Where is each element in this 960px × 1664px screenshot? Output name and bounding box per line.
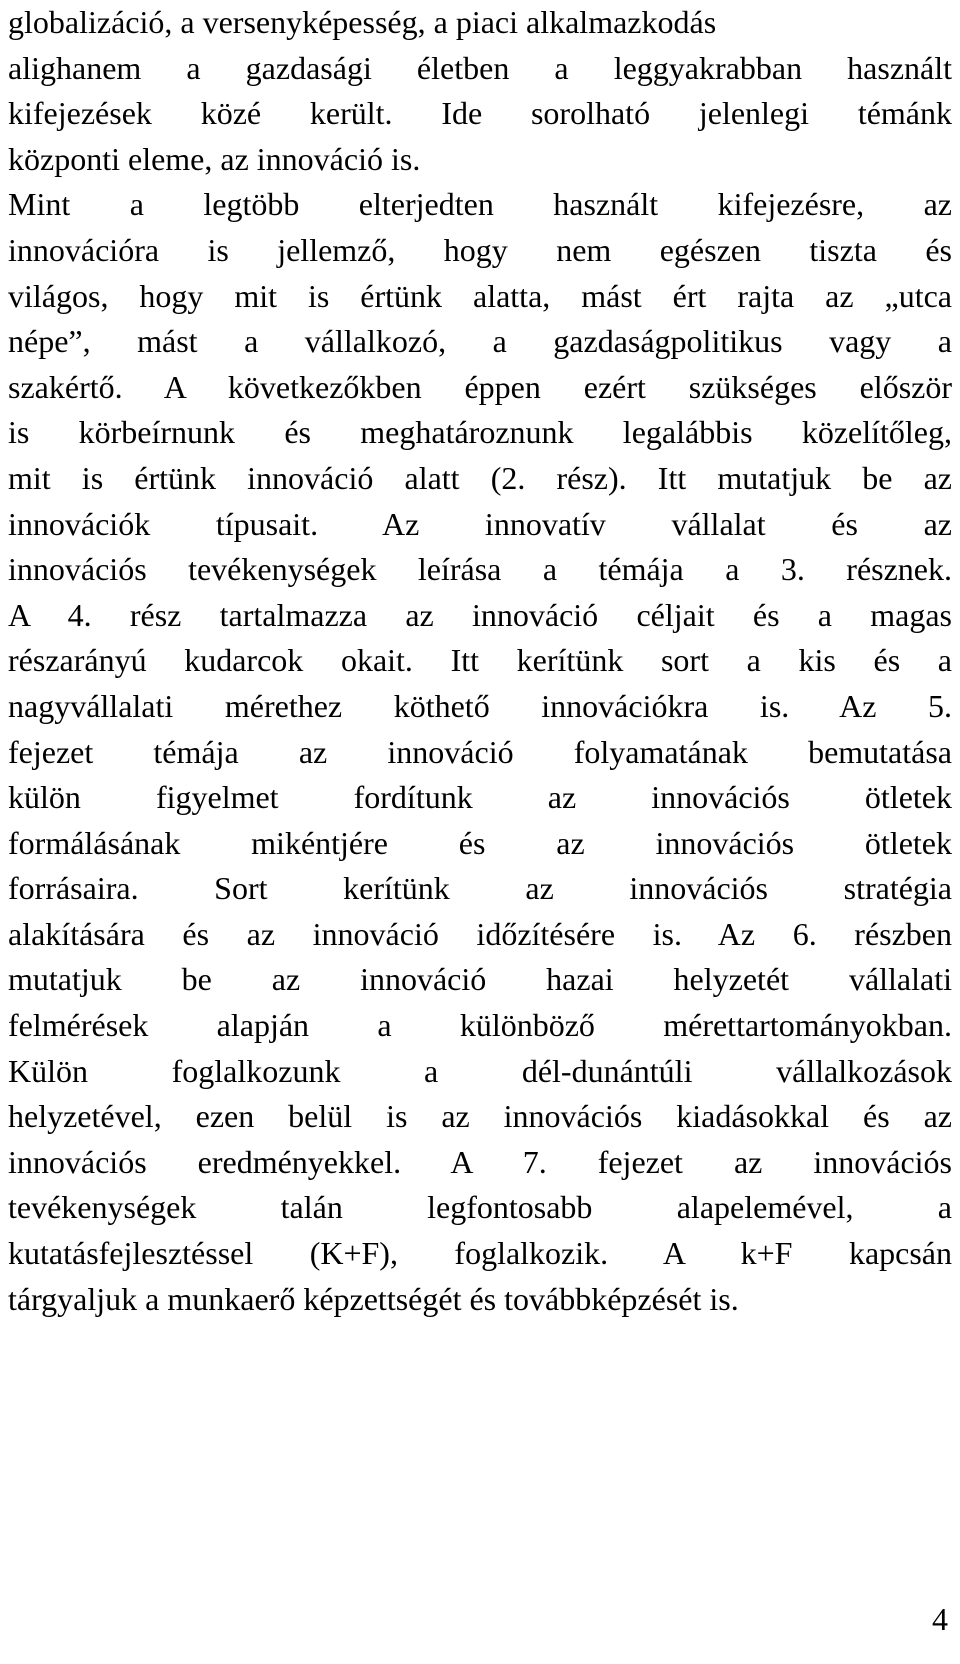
text-line: innovációra is jellemző, hogy nem egészen tiszta és: [8, 231, 952, 268]
text-line: Mint a legtöbb elterjedten használt kifejezésre, az: [8, 186, 952, 223]
text-line: kutatásfejlesztéssel (K+F), foglalkozik. A k+F kapcsán: [8, 1235, 952, 1272]
text-line: külön figyelmet fordítunk az innovációs ötletek: [8, 779, 952, 816]
text-line: mutatjuk be az innováció hazai helyzetét vállalati: [8, 961, 952, 998]
text-line: is körbeírnunk és meghatároznunk legalábbis közelítőleg,: [8, 414, 952, 451]
text-line: központi eleme, az innováció is.: [8, 140, 421, 177]
text-line: innovációk típusait. Az innovatív vállalat és az: [8, 505, 952, 542]
text-line: formálásának mikéntjére és az innovációs ötletek: [8, 824, 952, 861]
text-line: mit is értünk innováció alatt (2. rész). Itt mutatjuk be az: [8, 459, 952, 496]
text-line: A 4. rész tartalmazza az innováció céljait és a magas: [8, 596, 952, 633]
text-line: tevékenységek talán legfontosabb alapelemével, a: [8, 1189, 952, 1226]
text-line: szakértő. A következőkben éppen ezért szükséges először: [8, 368, 952, 405]
text-line: tárgyaljuk a munkaerő képzettségét és továbbképzését is.: [8, 1280, 739, 1317]
text-line: kifejezések közé került. Ide sorolható jelenlegi témánk: [8, 95, 952, 132]
text-line: alighanem a gazdasági életben a leggyakrabban használt: [8, 49, 952, 86]
text-line: innovációs eredményekkel. A 7. fejezet az innovációs: [8, 1143, 952, 1180]
text-line: népe”, mást a vállalkozó, a gazdaságpolitikus vagy a: [8, 323, 952, 360]
text-line: felmérések alapján a különböző mérettartományokban.: [8, 1007, 952, 1044]
text-line: globalizáció, a versenyképesség, a piaci alkalmazkodás: [8, 4, 717, 40]
text-line: világos, hogy mit is értünk alatta, mást ért rajta az „utca: [8, 277, 952, 314]
text-line: innovációs tevékenységek leírása a témája a 3. résznek.: [8, 551, 952, 588]
body-paragraph: [8, 0, 952, 1322]
text-line: fejezet témája az innováció folyamatának bemutatása: [8, 733, 952, 770]
text-line: Külön foglalkozunk a dél-dunántúli vállalkozások: [8, 1052, 952, 1089]
text-line: részarányú kudarcok okait. Itt kerítünk sort a kis és a: [8, 642, 952, 679]
text-line: forrásaira. Sort kerítünk az innovációs stratégia: [8, 870, 952, 907]
text-line: alakítására és az innováció időzítésére is. Az 6. részben: [8, 915, 952, 952]
text-line: helyzetével, ezen belül is az innovációs kiadásokkal és az: [8, 1098, 952, 1135]
text-line: nagyvállalati mérethez köthető innovációkra is. Az 5.: [8, 687, 952, 724]
page-number: 4: [932, 1601, 948, 1637]
